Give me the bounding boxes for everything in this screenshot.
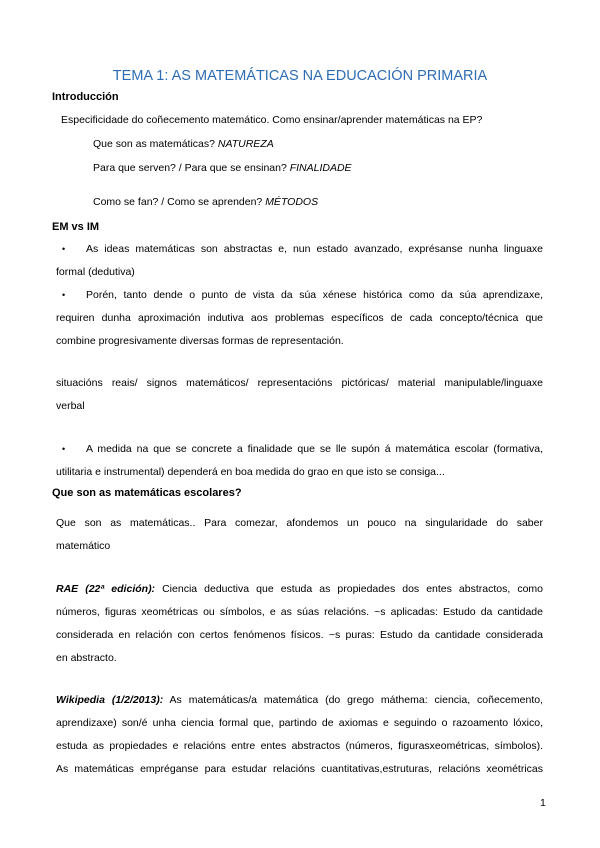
bullet-1-line-2: formal (dedutiva)	[56, 266, 135, 278]
rae-line-3: considerada en relación con certos fenómenos físicos. ~s puras: Estudo da cantidade considerada	[56, 629, 543, 641]
bullet-icon: •	[62, 444, 66, 454]
question-nature: Que son as matemáticas? NATUREZA	[93, 138, 274, 150]
representations-line-1: situacións reais/ signos matemáticos/ representacións pictóricas/ material manipulable/linguaxe	[56, 377, 543, 389]
emvsim-heading: EM vs IM	[52, 221, 100, 233]
page-number: 1	[540, 797, 546, 809]
bullet-3-line-2: utilitaria e instrumental) dependerá en boa medida do grao en que isto se consiga...	[56, 466, 445, 478]
bullet-2-line-2: requiren dunha aproximación indutiva aos problemas específicos de cada concepto/técnica que	[56, 312, 543, 324]
rae-line-4: en abstracto.	[56, 652, 117, 664]
bullet-icon: •	[62, 244, 66, 254]
bullet-icon: •	[62, 290, 66, 300]
wiki-label: Wikipedia (1/2/2013):	[56, 694, 164, 706]
rae-line-1: RAE (22ª edición): Ciencia deductiva que estuda as propiedades dos entes abstractos, como	[56, 583, 543, 595]
rae-line-2: números, figuras xeométricas ou símbolos, e as súas relacións. ~s aplicadas: Estudo da cantidade	[56, 606, 543, 618]
escolares-heading: Que son as matemáticas escolares?	[52, 487, 242, 499]
bullet-3-line-1: A medida na que se concrete a finalidade que se lle supón á matemática escolar (formativa,	[86, 443, 543, 455]
escolares-line-1: Que son as matemáticas.. Para comezar, afondemos un pouco na singularidade do saber	[56, 517, 543, 529]
wiki-line-1: Wikipedia (1/2/2013): As matemáticas/a matemática (do grego máthema: ciencia, coñecemento,	[56, 694, 543, 706]
wiki-line-2: aprendizaxe) son/é unha ciencia formal que, partindo de axiomas e seguindo o razoamento lóxico,	[56, 717, 543, 729]
bullet-2-line-3: combine progresivamente diversas formas de representación.	[56, 335, 344, 347]
representations-line-2: verbal	[56, 400, 85, 412]
escolares-line-2: matemático	[56, 540, 111, 552]
intro-line: Especificidade do coñecemento matemático. Como ensinar/aprender matemáticas na EP?	[61, 114, 483, 126]
question-purpose: Para que serven? / Para que se ensinan? FINALIDADE	[93, 162, 352, 174]
wiki-line-3: estuda as propiedades e relacións entre entes abstractos (números, figurasxeométricas, símbolos).	[56, 740, 543, 752]
bullet-2-line-1: Porén, tanto dende o punto de vista da súa xénese histórica como da súa aprendizaxe,	[86, 289, 543, 301]
page-title: TEMA 1: AS MATEMÁTICAS NA EDUCACIÓN PRIMARIA	[112, 68, 488, 84]
bullet-1-line-1: As ideas matemáticas son abstractas e, nun estado avanzado, exprésanse nunha linguaxe	[86, 243, 543, 255]
wiki-line-4: As matemáticas empréganse para estudar relacións cuantitativas,estruturas, relacións xeométricas	[56, 763, 543, 775]
intro-heading: Introducción	[52, 91, 119, 103]
question-methods: Como se fan? / Como se aprenden? MÉTODOS	[93, 196, 319, 208]
rae-label: RAE (22ª edición):	[56, 583, 156, 595]
